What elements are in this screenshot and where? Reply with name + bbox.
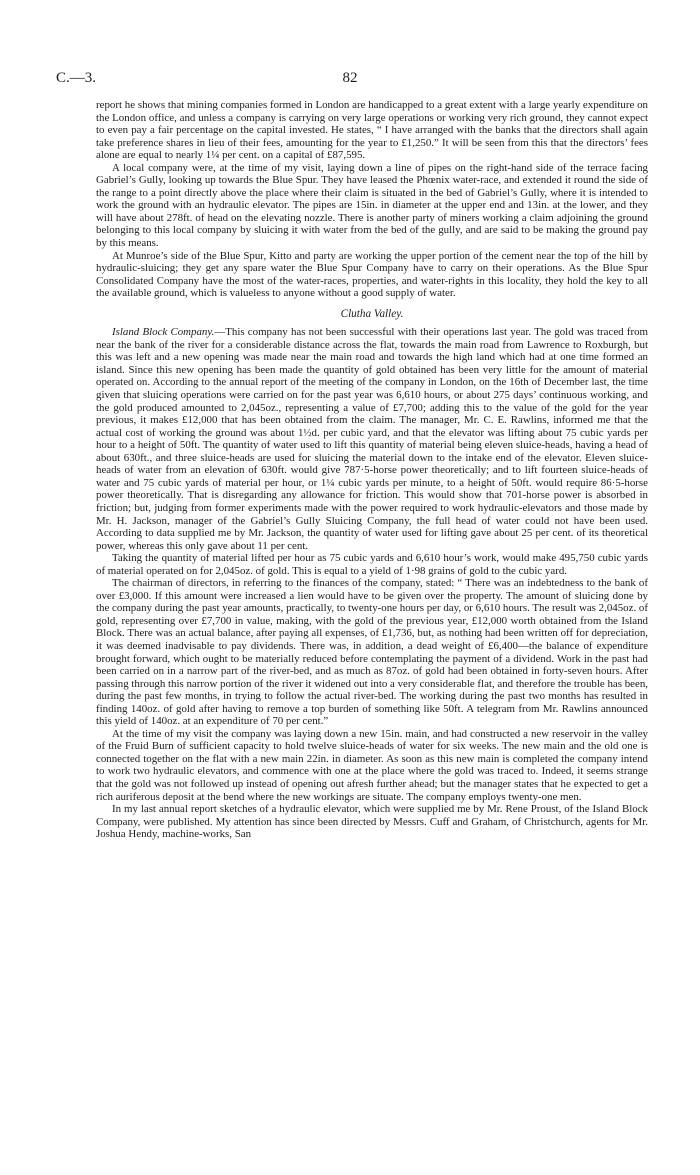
paragraph: At the time of my visit the company was laying down a new 15in. main, and had constructed a new reservoir in the valley of the Fruid Burn of sufficient capacity to hold twelve sluice-heads of water for six weeks. The new main and the old one is connected together on the flat with a new main 22in. in diameter. As soon as this new main is completed the company intend to work two hydraulic elevators, and commence with one at the place where the gold was traced to. Indeed, it seems strange that the gold was not followed up instead of opening out afresh further ahead; but the manager states that he expected to get a rich auriferous deposit at the bend where the new workings are situate. The company employs twenty-one men. bbox=[96, 727, 648, 803]
document-code: C.—3. bbox=[56, 70, 97, 86]
paragraph-text: —This company has not been successful with their operations last year. The gold was traced from near the bank of the river for a considerable distance across the flat, towards the main road from Lawrence to Roxburgh, but this was left and a new opening was made near the main road and towards the high land which had at one time formed an island. Since this new opening has been made the quantity of gold obtained has been very little for the amount of material operated on. According to the annual report of the meeting of the company in London, on the 16th of December last, the time given that sluicing operations were carried on for the past year was 6,610 hours, or about 275 days’ continuous working, and the gold produced amounted to 2,045oz., representing a value of £7,700; adding this to the value of the gold for the year previous, it makes £12,000 that has been obtained from the claim. The manager, Mr. C. E. Rawlins, informed me that the actual cost of working the ground was about 1½d. per cubic yard, and that the elevator was lifting about 75 cubic yards per hour to a height of 50ft. The quantity of water used to lift this quantity of material being eleven sluice-heads, having a head of about 630ft., and three sluice-heads are used for sluicing the material down to the intake end of the elevator. Eleven sluice-heads of water from an elevation of 630ft. would give 787·5-horse power theoretically; and to lift fourteen sluice-heads of water and 75 cubic yards of material per hour, or 1¼ cubic yards per minute, to a height of 50ft. would require 86·5-horse power theoretically. That is disregarding any allowance for friction. This would show that 701-horse power is absorbed in friction; but, judging from former experiments made with the power required to work hydraulic-elevators and those made by Mr. H. Jackson, manager of the Gabriel’s Gully Sluicing Company, the full head of water could not have been used. According to data supplied me by Mr. Jackson, the quantity of water used for lifting gave about 25 per cent. of its theoretical power, whereas this only gave about 11 per cent. bbox=[96, 326, 649, 552]
paragraph-island-block bbox=[96, 326, 648, 552]
paragraph: In my last annual report sketches of a hydraulic elevator, which were supplied me by Mr. Rene Proust, of the Island Block Company, were published. My attention has since been directed by Messrs. Cuff and Graham, of Christchurch, agents for Mr. Joshua Hendy, machine-works, San bbox=[96, 803, 648, 841]
paragraph: A local company were, at the time of my visit, laying down a line of pipes on the right-hand side of the terrace facing Gabriel’s Gully, looking up towards the Blue Spur. They have leased the Phœnix water-race, and extended it round the side of the range to a point directly above the place where their claim is situated in the bed of Gabriel’s Gully, where it is intended to work the ground with an hydraulic elevator. The pipes are 15in. in diameter at the upper end and 13in. at the lower, and they will have about 278ft. of head on the elevating nozzle. There is another party of miners working a claim adjoining the ground belonging to this local company by sluicing it with water from the bed of the gully, and are said to be making the ground pay by this means. bbox=[96, 161, 648, 250]
page-header bbox=[56, 70, 644, 92]
page-number: 82 bbox=[342, 70, 358, 86]
paragraph: report he shows that mining companies formed in London are handicapped to a great extent with a large yearly expenditure on the London office, and unless a company is carrying on very large operations or working very rich ground, they cannot expect to even pay a fair percentage on the capital invested. He states, “ I have arranged with the banks that the directors shall again take preference shares in lieu of their fees, amounting for the year to £1,250.” It will be seen from this that the directors’ fees alone are equal to nearly 1¼ per cent. on a capital of £87,595. bbox=[96, 99, 648, 162]
paragraph: The chairman of directors, in referring to the finances of the company, stated: “ There was an indebtedness to the bank of over £3,000. If this amount were increased a lien would have to be given over the property. The amount of sluicing done by the company during the past year amounts, practically, to twenty-one hours per day, or 6,610 hours. The result was 2,045oz. of gold, representing over £7,700 in value, making, with the gold of the previous year, £12,000 worth obtained from the Island Block. There was an actual balance, after paying all expenses, of £1,736, but, as nothing had been written off for depreciation, it was deemed inadvisable to pay dividends. There was, in addition, a dead weight of £6,400—the balance of expenditure brought forward, which ought to be materially reduced before contemplating the payment of a dividend. Work in the past had been carried on in a narrow part of the river-bed, and as much as 87oz. of gold had been obtained in forty-seven hours. After passing through this narrow portion of the river it widened out into a very considerable flat, and therefore the trouble has been, during the past few months, in trying to follow the actual river-bed. The working during the past two months has resulted in finding 140oz. of gold after having to remove a top burden of something like 50ft. A telegram from Mr. Rawlins announced this yield of 140oz. at an expenditure of 70 per cent.” bbox=[96, 577, 648, 728]
page-body bbox=[96, 99, 648, 841]
paragraph: Taking the quantity of material lifted per hour as 75 cubic yards and 6,610 hour’s work, would make 495,750 cubic yards of material operated on for 2,045oz. of gold. This is equal to a yield of 1·98 grains of gold to the cubic yard. bbox=[96, 552, 648, 577]
paragraph: At Munroe’s side of the Blue Spur, Kitto and party are working the upper portion of the cement near the top of the hill by hydraulic-sluicing; they get any spare water the Blue Spur Company have to carry on their operations. As the Blue Spur Consolidated Company have the most of the water-races, properties, and water-rights in this locality, they hold the key to all the available ground, which is valueless to anyone without a good supply of water. bbox=[96, 249, 648, 300]
paragraph-lead-title: Island Block Company. bbox=[112, 326, 215, 339]
section-heading: Clutha Valley. bbox=[340, 307, 404, 320]
